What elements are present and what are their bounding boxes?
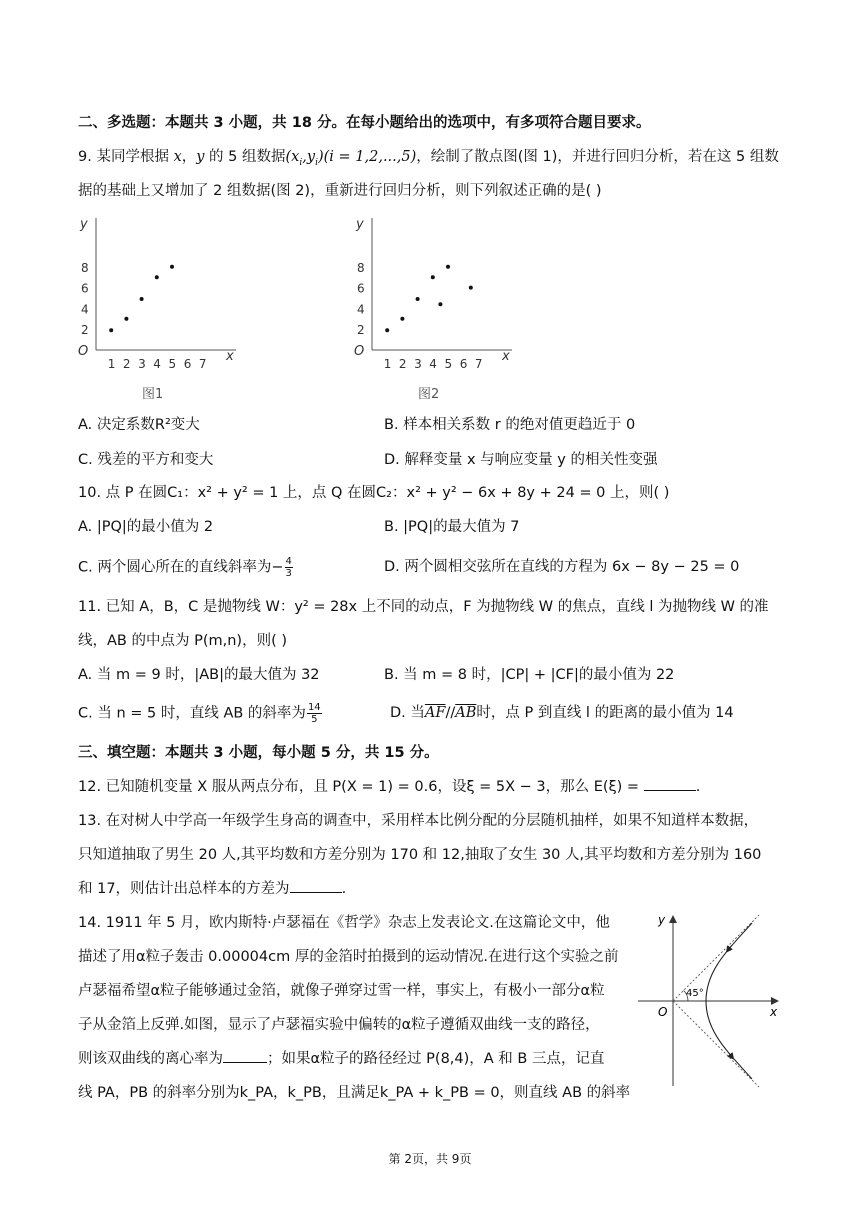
q13-answer-blank	[290, 878, 342, 893]
q14-answer-blank-1	[223, 1048, 267, 1063]
fig2-x-tick-label: 4	[429, 357, 437, 371]
fig2-x-axis-label: x	[502, 349, 510, 364]
fig1-x-axis-label: x	[226, 349, 234, 364]
q11-option-b: B. 当 m = 8 时，|CP| + |CF|的最小值为 22	[384, 667, 675, 683]
fig2-y-tick-label: 2	[357, 323, 365, 338]
fig1-point	[155, 275, 159, 279]
fig2-caption: 图2	[418, 387, 440, 402]
fig2-x-tick-label: 3	[414, 357, 422, 371]
fig2-y-axis-label: y	[356, 217, 364, 232]
fig1-x-tick-label: 4	[153, 357, 161, 371]
q11-option-a: A. 当 m = 9 时，|AB|的最大值为 32	[78, 667, 320, 683]
fig1-x-tick-label: 5	[168, 357, 177, 371]
fig1-y-axis-label: y	[80, 217, 88, 232]
section-2-heading: 二、多选题：本题共 3 小题，共 18 分。在每小题给出的选项中，有多项符合题目要求。	[78, 115, 651, 131]
q13-stem-line1: 13. 在对树人中学高一年级学生身高的调查中，采用样本比例分配的分层随机抽样，如果不知道样本数据，	[78, 813, 759, 829]
fig2-y-tick-label: 4	[357, 302, 365, 317]
q12-stem: 12. 已知随机变量 X 服从两点分布，且 P(X = 1) = 0.6，设ξ = 5X − 3，那么 E(ξ) = .	[78, 776, 700, 798]
fig1-y-tick-label: 2	[81, 323, 89, 338]
fig2-x-tick-label: 5	[444, 357, 453, 371]
q10-option-b: B. |PQ|的最大值为 7	[384, 519, 520, 535]
fig2-y-tick-label: 8	[357, 260, 365, 275]
fig1-x-tick-label: 2	[122, 357, 131, 371]
q14-asymptote-lower	[673, 1001, 759, 1087]
q10-option-c: C. 两个圆心所在的直线斜率为− $\frac{4}{3}$	[78, 556, 292, 579]
section-3-heading: 三、填空题：本题共 3 小题，每小题 5 分，共 15 分。	[78, 745, 439, 761]
q11-stem-line2: 线，AB 的中点为 P(m,n)，则( )	[78, 633, 287, 649]
fig1-x-tick-label: 6	[183, 357, 192, 371]
q10-stem: 10. 点 P 在圆C₁：x² + y² = 1 上，点 Q 在圆C₂：x² + y² − 6x + 8y + 24 = 0 上，则( )	[78, 485, 670, 501]
fig1-point	[140, 297, 144, 301]
q14-hyperbola-figure	[636, 908, 786, 1088]
q14-y-label: y	[658, 913, 666, 927]
q14-stem-line5: 则该双曲线的离心率为 ；如果α粒子的路径经过 P(8,4)，A 和 B 三点，记直	[78, 1048, 604, 1070]
q14-stem-line3: 卢瑟福希望α粒子能够通过金箔，就像子弹穿过雪一样，事实上，有极小一部分α粒	[78, 983, 605, 999]
q11-option-d: D. 当$\overline{AF}//\overline{AB}$时，点 P 到直线 l 的距离的最小值为 14	[390, 705, 734, 721]
q14-direction-arrow-upper	[728, 945, 732, 950]
q9-stem-line2: 据的基础上又增加了 2 组数据(图 2)，重新进行回归分析，则下列叙述正确的是( )	[78, 183, 602, 199]
q14-origin-label: O	[658, 1005, 668, 1019]
q14-stem-line4: 子从金箔上反弹.如图，显示了卢瑟福实验中偏转的α粒子遵循双曲线一支的路径，	[78, 1017, 600, 1033]
q14-x-label: x	[770, 1005, 778, 1019]
fig1-x-tick-label: 7	[198, 357, 207, 371]
fig2-point	[446, 265, 450, 269]
fig1-y-tick-label: 8	[81, 260, 89, 275]
fig2-point	[431, 275, 435, 279]
q10-option-d: D. 两个圆相交弦所在直线的方程为 6x − 8y − 25 = 0	[384, 559, 740, 575]
q14-stem-line2: 描述了用α粒子轰击 0.00004cm 厚的金箔时拍摄到的运动情况.在进行这个实验之前	[78, 949, 619, 965]
fig1-x-tick-label: 3	[138, 357, 146, 371]
q10-option-a: A. |PQ|的最小值为 2	[78, 519, 214, 535]
q11-option-c: C. 当 n = 5 时，直线 AB 的斜率为 $\frac{14}{5}$	[78, 702, 321, 725]
q13-stem-line3: 和 17，则估计出总样本的方差为 .	[78, 878, 346, 900]
fig2-point	[416, 297, 420, 301]
q14-angle-label: 45°	[686, 988, 704, 999]
q11-stem-line1: 11. 已知 A，B，C 是抛物线 W：y² = 28x 上不同的动点，F 为抛物线 W 的焦点，直线 l 为抛物线 W 的准	[78, 599, 769, 615]
q9-figure-2-scatter	[352, 212, 522, 407]
fig2-x-tick-label: 1	[383, 357, 392, 371]
fig2-x-tick-label: 6	[459, 357, 468, 371]
fig2-point	[438, 302, 442, 306]
q14-stem-line6: 线 PA，PB 的斜率分别为k_PA，k_PB，且满足k_PA + k_PB = 0，则直线 AB 的斜率	[78, 1085, 631, 1101]
page-footer: 第 2页，共 9页	[388, 1152, 472, 1166]
fig2-point	[400, 317, 404, 321]
q9-option-b: B. 样本相关系数 r 的绝对值更趋近于 0	[384, 417, 636, 433]
fig2-y-tick-label: 6	[357, 281, 365, 296]
q12-answer-blank	[644, 776, 696, 791]
q9-stem-line1: 9. 某同学根据 x，y 的 5 组数据$(x_i,y_i)(i = 1,2,...,5)$，绘制了散点图(图 1)，并进行回归分析，若在这 5 组数	[78, 149, 779, 168]
fig1-origin-label: O	[78, 344, 89, 359]
fig2-point	[469, 286, 473, 290]
q13-stem-line2: 只知道抽取了男生 20 人,其平均数和方差分别为 170 和 12,抽取了女生 30 人,其平均数和方差分别为 160	[78, 847, 762, 863]
fig1-point	[109, 328, 113, 332]
q9-option-d: D. 解释变量 x 与响应变量 y 的相关性变强	[384, 452, 658, 468]
fig1-y-tick-label: 4	[81, 302, 89, 317]
fig1-y-tick-label: 6	[81, 281, 89, 296]
fig1-point	[170, 265, 174, 269]
q14-stem-line1: 14. 1911 年 5 月，欧内斯特·卢瑟福在《哲学》杂志上发表论文.在这篇论文中，他	[78, 915, 610, 931]
q14-direction-arrow-lower	[728, 1052, 732, 1057]
fig2-point	[385, 328, 389, 332]
fig2-x-tick-label: 7	[474, 357, 483, 371]
fig1-x-tick-label: 1	[107, 357, 116, 371]
fig2-origin-label: O	[354, 344, 365, 359]
q9-option-a: A. 决定系数R²变大	[78, 417, 200, 433]
fig2-x-tick-label: 2	[398, 357, 407, 371]
fig1-point	[124, 317, 128, 321]
q9-option-c: C. 残差的平方和变大	[78, 452, 214, 468]
q9-figure-1-scatter	[76, 212, 246, 407]
fig1-caption: 图1	[142, 387, 164, 402]
